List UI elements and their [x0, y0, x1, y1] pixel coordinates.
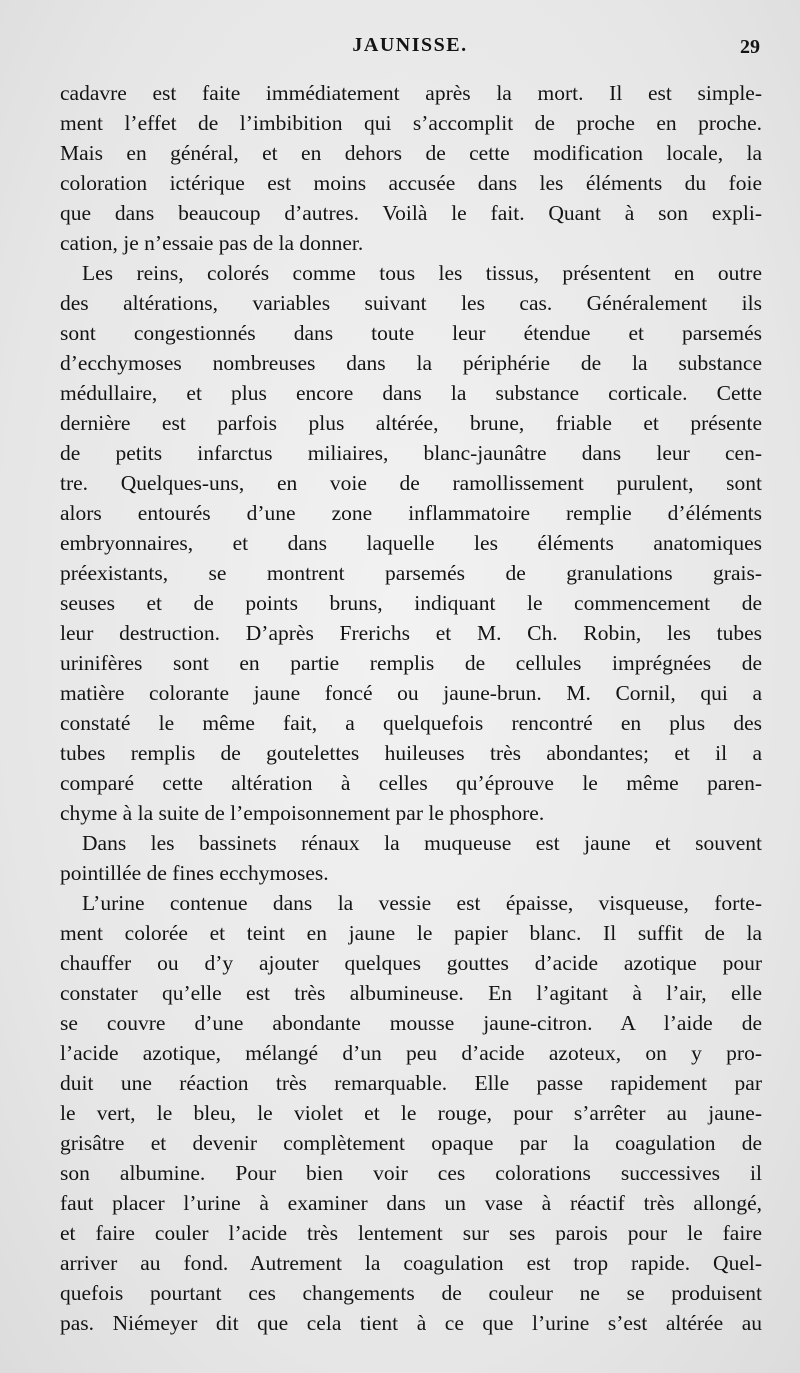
text-line: grisâtre et devenir complètement opaque par la coagulation de [60, 1131, 762, 1155]
text-line: matière colorante jaune foncé ou jaune-brun. M. Cornil, qui a [60, 681, 762, 705]
text-line: que dans beaucoup d’autres. Voilà le fait. Quant à son expli- [60, 201, 762, 225]
paragraph-start-line: Les reins, colorés comme tous les tissus, présentent en outre [82, 261, 762, 285]
text-line: des altérations, variables suivant les cas. Généralement ils [60, 291, 762, 315]
text-line: l’acide azotique, mélangé d’un peu d’acide azoteux, on y pro- [60, 1041, 762, 1065]
body-text [60, 78, 762, 1338]
text-line: d’ecchymoses nombreuses dans la périphérie de la substance [60, 351, 762, 375]
text-line: tubes remplis de goutelettes huileuses très abondantes; et il a [60, 741, 762, 765]
page-number: 29 [740, 36, 760, 58]
text-line: pointillée de fines ecchymoses. [60, 861, 329, 885]
text-line: cadavre est faite immédiatement après la mort. Il est simple- [60, 81, 762, 105]
text-line: leur destruction. D’après Frerichs et M. Ch. Robin, les tubes [60, 621, 762, 645]
paragraph-start-line: Dans les bassinets rénaux la muqueuse est jaune et souvent [82, 831, 762, 855]
text-line: ment l’effet de l’imbibition qui s’accomplit de proche en proche. [60, 111, 762, 135]
text-line: embryonnaires, et dans laquelle les éléments anatomiques [60, 531, 762, 555]
text-line: coloration ictérique est moins accusée dans les éléments du foie [60, 171, 762, 195]
text-line: seuses et de points bruns, indiquant le commencement de [60, 591, 762, 615]
text-line: constater qu’elle est très albumineuse. En l’agitant à l’air, elle [60, 981, 762, 1005]
text-line: quefois pourtant ces changements de couleur ne se produisent [60, 1281, 762, 1305]
text-line: sont congestionnés dans toute leur étendue et parsemés [60, 321, 762, 345]
text-line: et faire couler l’acide très lentement sur ses parois pour le faire [60, 1221, 762, 1245]
text-line: pas. Niémeyer dit que cela tient à ce que l’urine s’est altérée au [60, 1311, 762, 1335]
text-line: ment colorée et teint en jaune le papier blanc. Il suffit de la [60, 921, 762, 945]
text-line: son albumine. Pour bien voir ces colorations successives il [60, 1161, 762, 1185]
page-header [60, 34, 760, 62]
text-line: comparé cette altération à celles qu’éprouve le même paren- [60, 771, 762, 795]
text-line: constaté le même fait, a quelquefois rencontré en plus des [60, 711, 762, 735]
text-line: urinifères sont en partie remplis de cellules imprégnées de [60, 651, 762, 675]
text-line: arriver au fond. Autrement la coagulation est trop rapide. Quel- [60, 1251, 762, 1275]
text-line: alors entourés d’une zone inflammatoire remplie d’éléments [60, 501, 762, 525]
text-line: chauffer ou d’y ajouter quelques gouttes d’acide azotique pour [60, 951, 762, 975]
text-line: Mais en général, et en dehors de cette modification locale, la [60, 141, 762, 165]
text-line: cation, je n’essaie pas de la donner. [60, 231, 364, 255]
text-line: tre. Quelques-uns, en voie de ramollissement purulent, sont [60, 471, 762, 495]
running-title: JAUNISSE. [352, 34, 468, 56]
text-line: duit une réaction très remarquable. Elle passe rapidement par [60, 1071, 762, 1095]
text-line: de petits infarctus miliaires, blanc-jaunâtre dans leur cen- [60, 441, 762, 465]
paragraph-start-line: L’urine contenue dans la vessie est épaisse, visqueuse, forte- [82, 891, 762, 915]
text-line: le vert, le bleu, le violet et le rouge, pour s’arrêter au jaune- [60, 1101, 762, 1125]
text-line: préexistants, se montrent parsemés de granulations grais- [60, 561, 762, 585]
text-line: médullaire, et plus encore dans la substance corticale. Cette [60, 381, 762, 405]
text-line: faut placer l’urine à examiner dans un vase à réactif très allongé, [60, 1191, 762, 1215]
text-line: se couvre d’une abondante mousse jaune-citron. A l’aide de [60, 1011, 762, 1035]
text-line: dernière est parfois plus altérée, brune, friable et présente [60, 411, 762, 435]
text-line: chyme à la suite de l’empoisonnement par le phosphore. [60, 801, 545, 825]
